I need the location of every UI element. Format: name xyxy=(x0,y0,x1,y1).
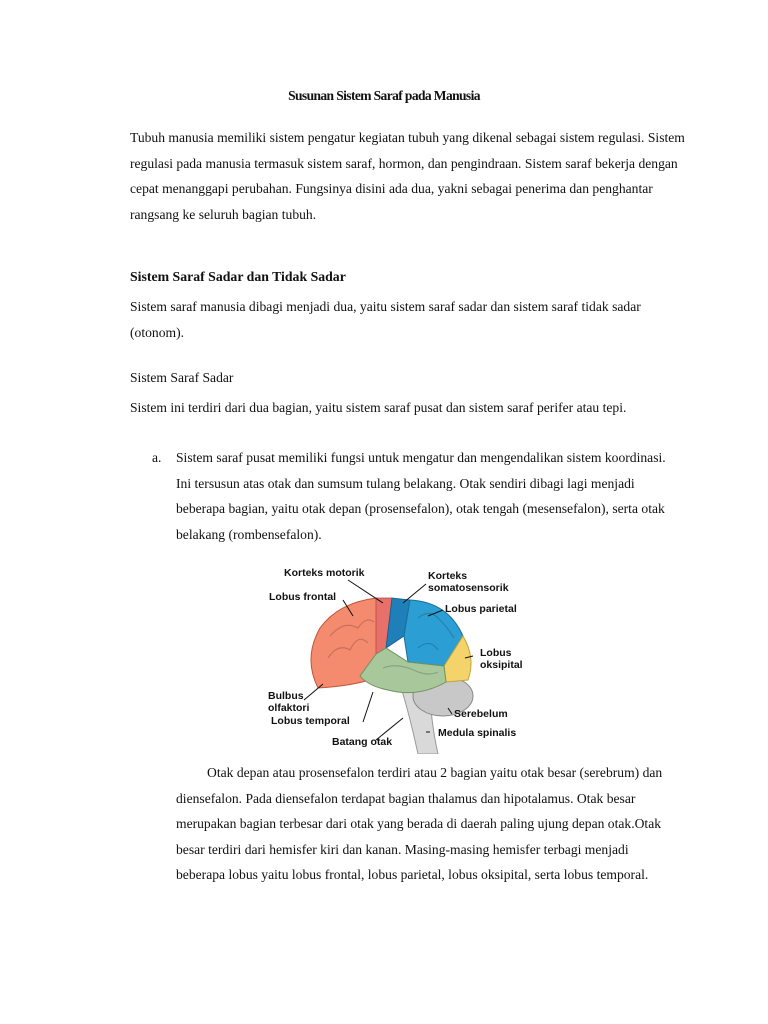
label-medula-spinalis: Medula spinalis xyxy=(438,727,517,739)
subsection-paragraph: Sistem ini terdiri dari dua bagian, yaitu sistem saraf pusat dan sistem saraf perifer atau tepi. xyxy=(130,400,627,415)
closing-paragraph: Otak depan atau prosensefalon terdiri atau 2 bagian yaitu otak besar (serebrum) dan diensefalon. Pada diensefalon terdapat bagian thalamus dan hipotalamus. Otak besar merupakan bagian terbesar dari otak yang berada di daerah paling ujung depan otak.Otak besar terdiri dari hemisfer kiri dan kanan. Masing-masing hemisfer terbagi menjadi beberapa lobus yaitu lobus frontal, lobus parietal, lobus oksipital, serta lobus temporal. xyxy=(176,765,663,882)
label-lobus-parietal: Lobus parietal xyxy=(445,603,517,615)
label-korteks-1: Korteks xyxy=(428,570,468,582)
label-bulbus: Bulbus xyxy=(268,690,304,702)
section-paragraph: Sistem saraf manusia dibagi menjadi dua, yaitu sistem saraf sadar dan sistem saraf tidak sadar (otonom). xyxy=(130,299,641,340)
list-marker: a. xyxy=(152,450,162,465)
label-olfaktori: olfaktori xyxy=(268,702,310,714)
label-lobus-oksipital-2: oksipital xyxy=(480,659,523,671)
label-lobus-frontal: Lobus frontal xyxy=(269,591,337,603)
subsection-heading: Sistem Saraf Sadar xyxy=(130,370,234,385)
list-item-text: Sistem saraf pusat memiliki fungsi untuk mengatur dan mengendalikan sistem koordinasi. Ini tersusun atas otak dan sumsum tulang belakang. Otak sendiri dibagi lagi menjadi beberapa bagian, yaitu otak depan (prosensefalon), otak tengah (mesensefalon), serta otak belakang (rombensefalon). xyxy=(176,450,666,542)
section-heading: Sistem Saraf Sadar dan Tidak Sadar xyxy=(130,269,346,284)
label-batang-otak: Batang otak xyxy=(332,736,393,748)
label-somatosensorik: somatosensorik xyxy=(428,582,509,594)
brain-diagram xyxy=(258,558,536,754)
label-serebelum: Serebelum xyxy=(454,708,508,720)
intro-paragraph: Tubuh manusia memiliki sistem pengatur kegiatan tubuh yang dikenal sebagai sistem regulasi. Sistem regulasi pada manusia termasuk sistem saraf, hormon, dan pengindraan. Sistem saraf bekerja dengan cepat menanggapi perubahan. Fungsinya disini ada dua, yakni sebagai penerima dan penghantar rangsang ke seluruh bagian tubuh. xyxy=(130,130,685,222)
label-lobus-temporal: Lobus temporal xyxy=(271,715,350,727)
document-title: Susunan Sistem Saraf pada Manusia xyxy=(288,88,480,103)
label-lobus-oksipital-1: Lobus xyxy=(480,647,512,659)
label-korteks-motorik: Korteks motorik xyxy=(284,567,365,579)
